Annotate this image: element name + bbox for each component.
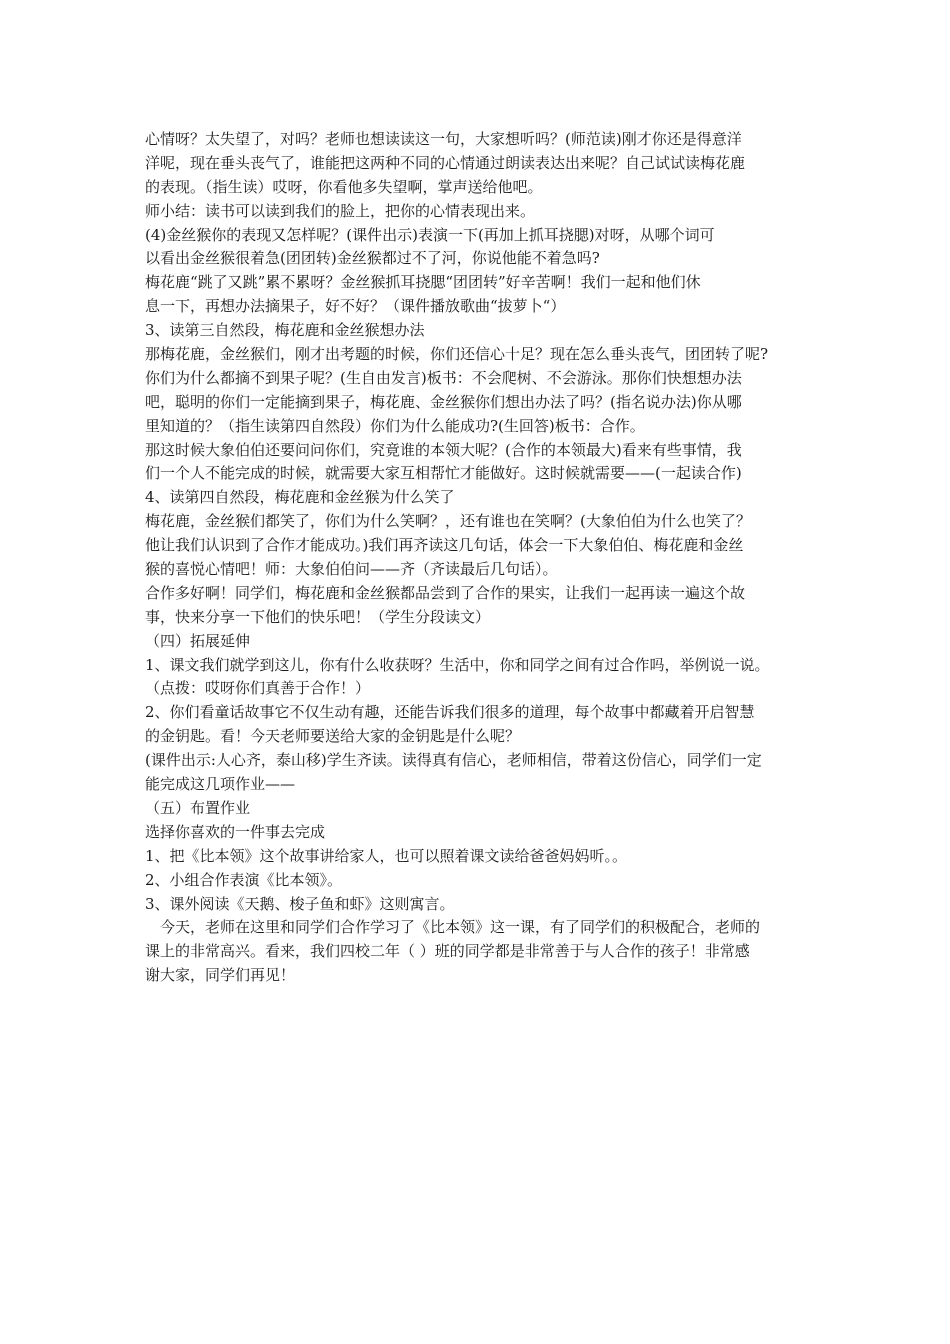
text-line: 谢大家，同学们再见！ — [145, 966, 296, 985]
text-line: 们一个人不能完成的时候，就需要大家互相帮忙才能做好。这时候就需要——(一起读合作) — [145, 464, 742, 483]
list-item: 3、课外阅读《天鹅、梭子鱼和虾》这则寓言。 — [145, 894, 455, 913]
section-heading: 4、读第四自然段，梅花鹿和金丝猴为什么笑了 — [145, 488, 455, 507]
text-line: 梅花鹿“跳了又跳”累不累呀？金丝猴抓耳挠腮“团团转”好辛苦啊！我们一起和他们休 — [145, 273, 701, 292]
text-line: 能完成这几项作业—— — [145, 775, 296, 794]
text-line: 2、你们看童话故事它不仅生动有趣，还能告诉我们很多的道理，每个故事中都藏着开启智慧 — [145, 703, 755, 722]
text-line: 吧，聪明的你们一定能摘到果子，梅花鹿、金丝猴你们想出办法了吗？(指名说办法)你从哪 — [145, 392, 742, 411]
document-body — [145, 128, 810, 988]
text-line: 猴的喜悦心情吧！师：大象伯伯问——齐（齐读最后几句话）。 — [145, 560, 558, 579]
section-heading: 3、读第三自然段，梅花鹿和金丝猴想办法 — [145, 321, 425, 340]
text-line: 的表现。（指生读）哎呀，你看他多失望啊，掌声送给他吧。 — [145, 177, 543, 196]
text-line: 师小结：读书可以读到我们的脸上，把你的心情表现出来。 — [145, 201, 536, 220]
text-line: 那这时候大象伯伯还要问问你们，究竟谁的本领大呢？(合作的本领最大)看来有些事情，我 — [145, 440, 742, 459]
text-line: 你们为什么都摘不到果子呢？(生自由发言)板书：不会爬树、不会游泳。那你们快想想办法 — [145, 368, 742, 387]
text-line: 1、课文我们就学到这儿，你有什么收获呀？生活中，你和同学之间有过合作吗，举例说一说。 — [145, 655, 770, 674]
text-line: 梅花鹿，金丝猴们都笑了，你们为什么笑啊？，还有谁也在笑啊？(大象伯伯为什么也笑了？ — [145, 512, 751, 531]
text-line: （点拨：哎呀你们真善于合作！） — [145, 679, 371, 698]
text-line: (4)金丝猴你的表现又怎样呢？(课件出示)表演一下(再加上抓耳挠腮)对呀，从哪个词可 — [145, 225, 715, 244]
text-line: 他让我们认识到了合作才能成功。)我们再齐读这几句话，体会一下大象伯伯、梅花鹿和金丝 — [145, 536, 744, 555]
text-line: 洋呢，现在垂头丧气了，谁能把这两种不同的心情通过朗读表达出来呢？自己试试读梅花鹿 — [145, 153, 746, 172]
list-item: 2、小组合作表演《比本领》。 — [145, 870, 343, 889]
text-line: 选择你喜欢的一件事去完成 — [145, 822, 326, 841]
section-heading: （四）拓展延伸 — [145, 631, 251, 650]
list-item: 1、把《比本领》这个故事讲给家人，也可以照着课文读给爸爸妈妈听。。 — [145, 846, 628, 865]
text-line: 那梅花鹿，金丝猴们，刚才出考题的时候，你们还信心十足？现在怎么垂头丧气，团团转了呢? — [145, 345, 769, 364]
text-line: 心情呀？太失望了，对吗？老师也想读读这一句，大家想听吗？(师范读)刚才你还是得意洋 — [145, 130, 742, 148]
text-line: 今天，老师在这里和同学们合作学习了《比本领》这一课，有了同学们的积极配合，老师的 — [160, 918, 761, 937]
text-line: (课件出示:人心齐，泰山移)学生齐读。读得真有信心，老师相信，带着这份信心，同学们一定 — [145, 751, 762, 770]
text-line: 息一下，再想办法摘果子，好不好？（课件播放歌曲“拔萝卜“） — [145, 297, 566, 316]
text-line: 课上的非常高兴。看来，我们四校二年（ ）班的同学都是非常善于与人合作的孩子！非常感 — [145, 942, 750, 961]
section-heading: （五）布置作业 — [145, 798, 251, 817]
text-line: 以看出金丝猴很着急(团团转)金丝猴都过不了河，你说他能不着急吗? — [145, 249, 600, 268]
text-line: 合作多好啊！同学们，梅花鹿和金丝猴都品尝到了合作的果实，让我们一起再读一遍这个故 — [145, 583, 746, 602]
text-line: 里知道的？（指生读第四自然段）你们为什么能成功?(生回答)板书：合作。 — [145, 416, 645, 435]
text-line: 事，快来分享一下他们的快乐吧！（学生分段读文） — [145, 607, 491, 626]
text-line: 的金钥匙。看！今天老师要送给大家的金钥匙是什么呢？ — [145, 727, 521, 746]
